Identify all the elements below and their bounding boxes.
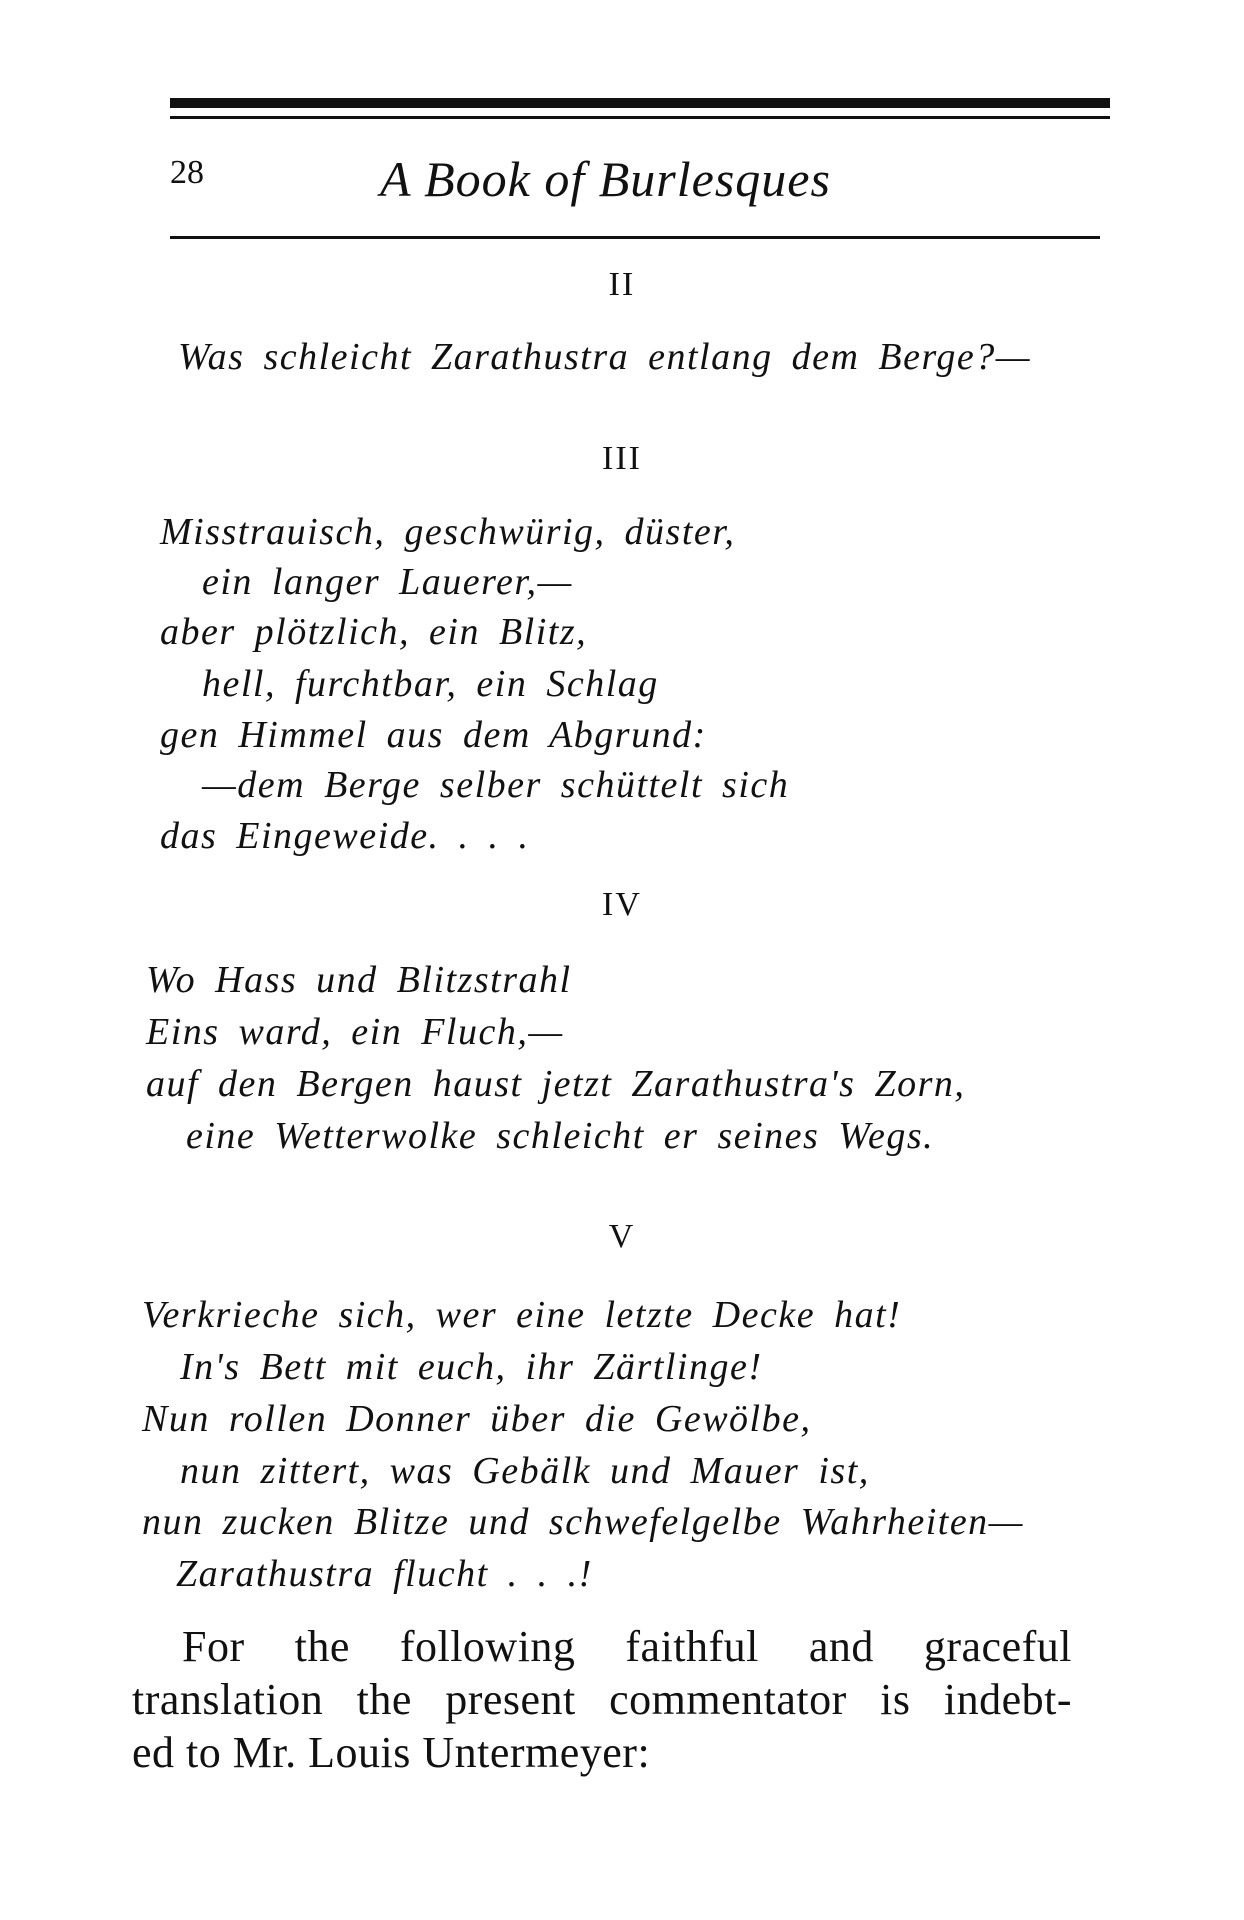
- section-numeral-iii: III: [602, 440, 642, 477]
- prose-line: For the following faithful and graceful: [182, 1622, 1072, 1671]
- verse-line: eine Wetterwolke schleicht er seines Wegs.: [186, 1115, 935, 1157]
- running-title: A Book of Burlesques: [380, 151, 831, 207]
- section-numeral-ii: II: [608, 266, 636, 303]
- verse-line: nun zittert, was Gebälk und Mauer ist,: [180, 1450, 870, 1492]
- verse-line: hell, furchtbar, ein Schlag: [202, 663, 659, 705]
- verse-line: Was schleicht Zarathustra entlang dem Berge?—: [178, 336, 1032, 378]
- prose-line: ed to Mr. Louis Untermeyer:: [132, 1728, 651, 1777]
- verse-line: gen Himmel aus dem Abgrund:: [160, 714, 707, 756]
- prose-line: translation the present commentator is indebt-: [132, 1675, 1072, 1724]
- header-rule-thin: [170, 116, 1110, 119]
- verse-line: nun zucken Blitze und schwefelgelbe Wahrheiten—: [142, 1501, 1024, 1543]
- verse-line: Nun rollen Donner über die Gewölbe,: [142, 1398, 812, 1440]
- verse-line: ein langer Lauerer,—: [202, 561, 573, 603]
- prose-paragraph: [132, 1620, 1072, 1779]
- verse-line: aber plötzlich, ein Blitz,: [160, 611, 588, 653]
- section-numeral-v: V: [608, 1218, 636, 1255]
- verse-line: Wo Hass und Blitzstrahl: [146, 959, 572, 1001]
- verse-line: Verkrieche sich, wer eine letzte Decke hat!: [142, 1294, 902, 1336]
- verse-line: Eins ward, ein Fluch,—: [146, 1011, 564, 1053]
- verse-line: auf den Bergen haust jetzt Zarathustra's Zorn,: [146, 1063, 966, 1105]
- running-header: [170, 150, 1070, 220]
- header-rule-bottom: [170, 236, 1100, 239]
- verse-line: Misstrauisch, geschwürig, düster,: [160, 511, 736, 553]
- verse-line: das Eingeweide. . . .: [160, 815, 530, 857]
- header-rule-thick: [170, 98, 1110, 108]
- section-numeral-iv: IV: [602, 886, 642, 923]
- verse-line: In's Bett mit euch, ihr Zärtlinge!: [180, 1346, 763, 1388]
- page-number: 28: [170, 154, 204, 191]
- verse-line: —dem Berge selber schüttelt sich: [202, 764, 790, 806]
- verse-line: Zarathustra flucht . . .!: [176, 1553, 593, 1595]
